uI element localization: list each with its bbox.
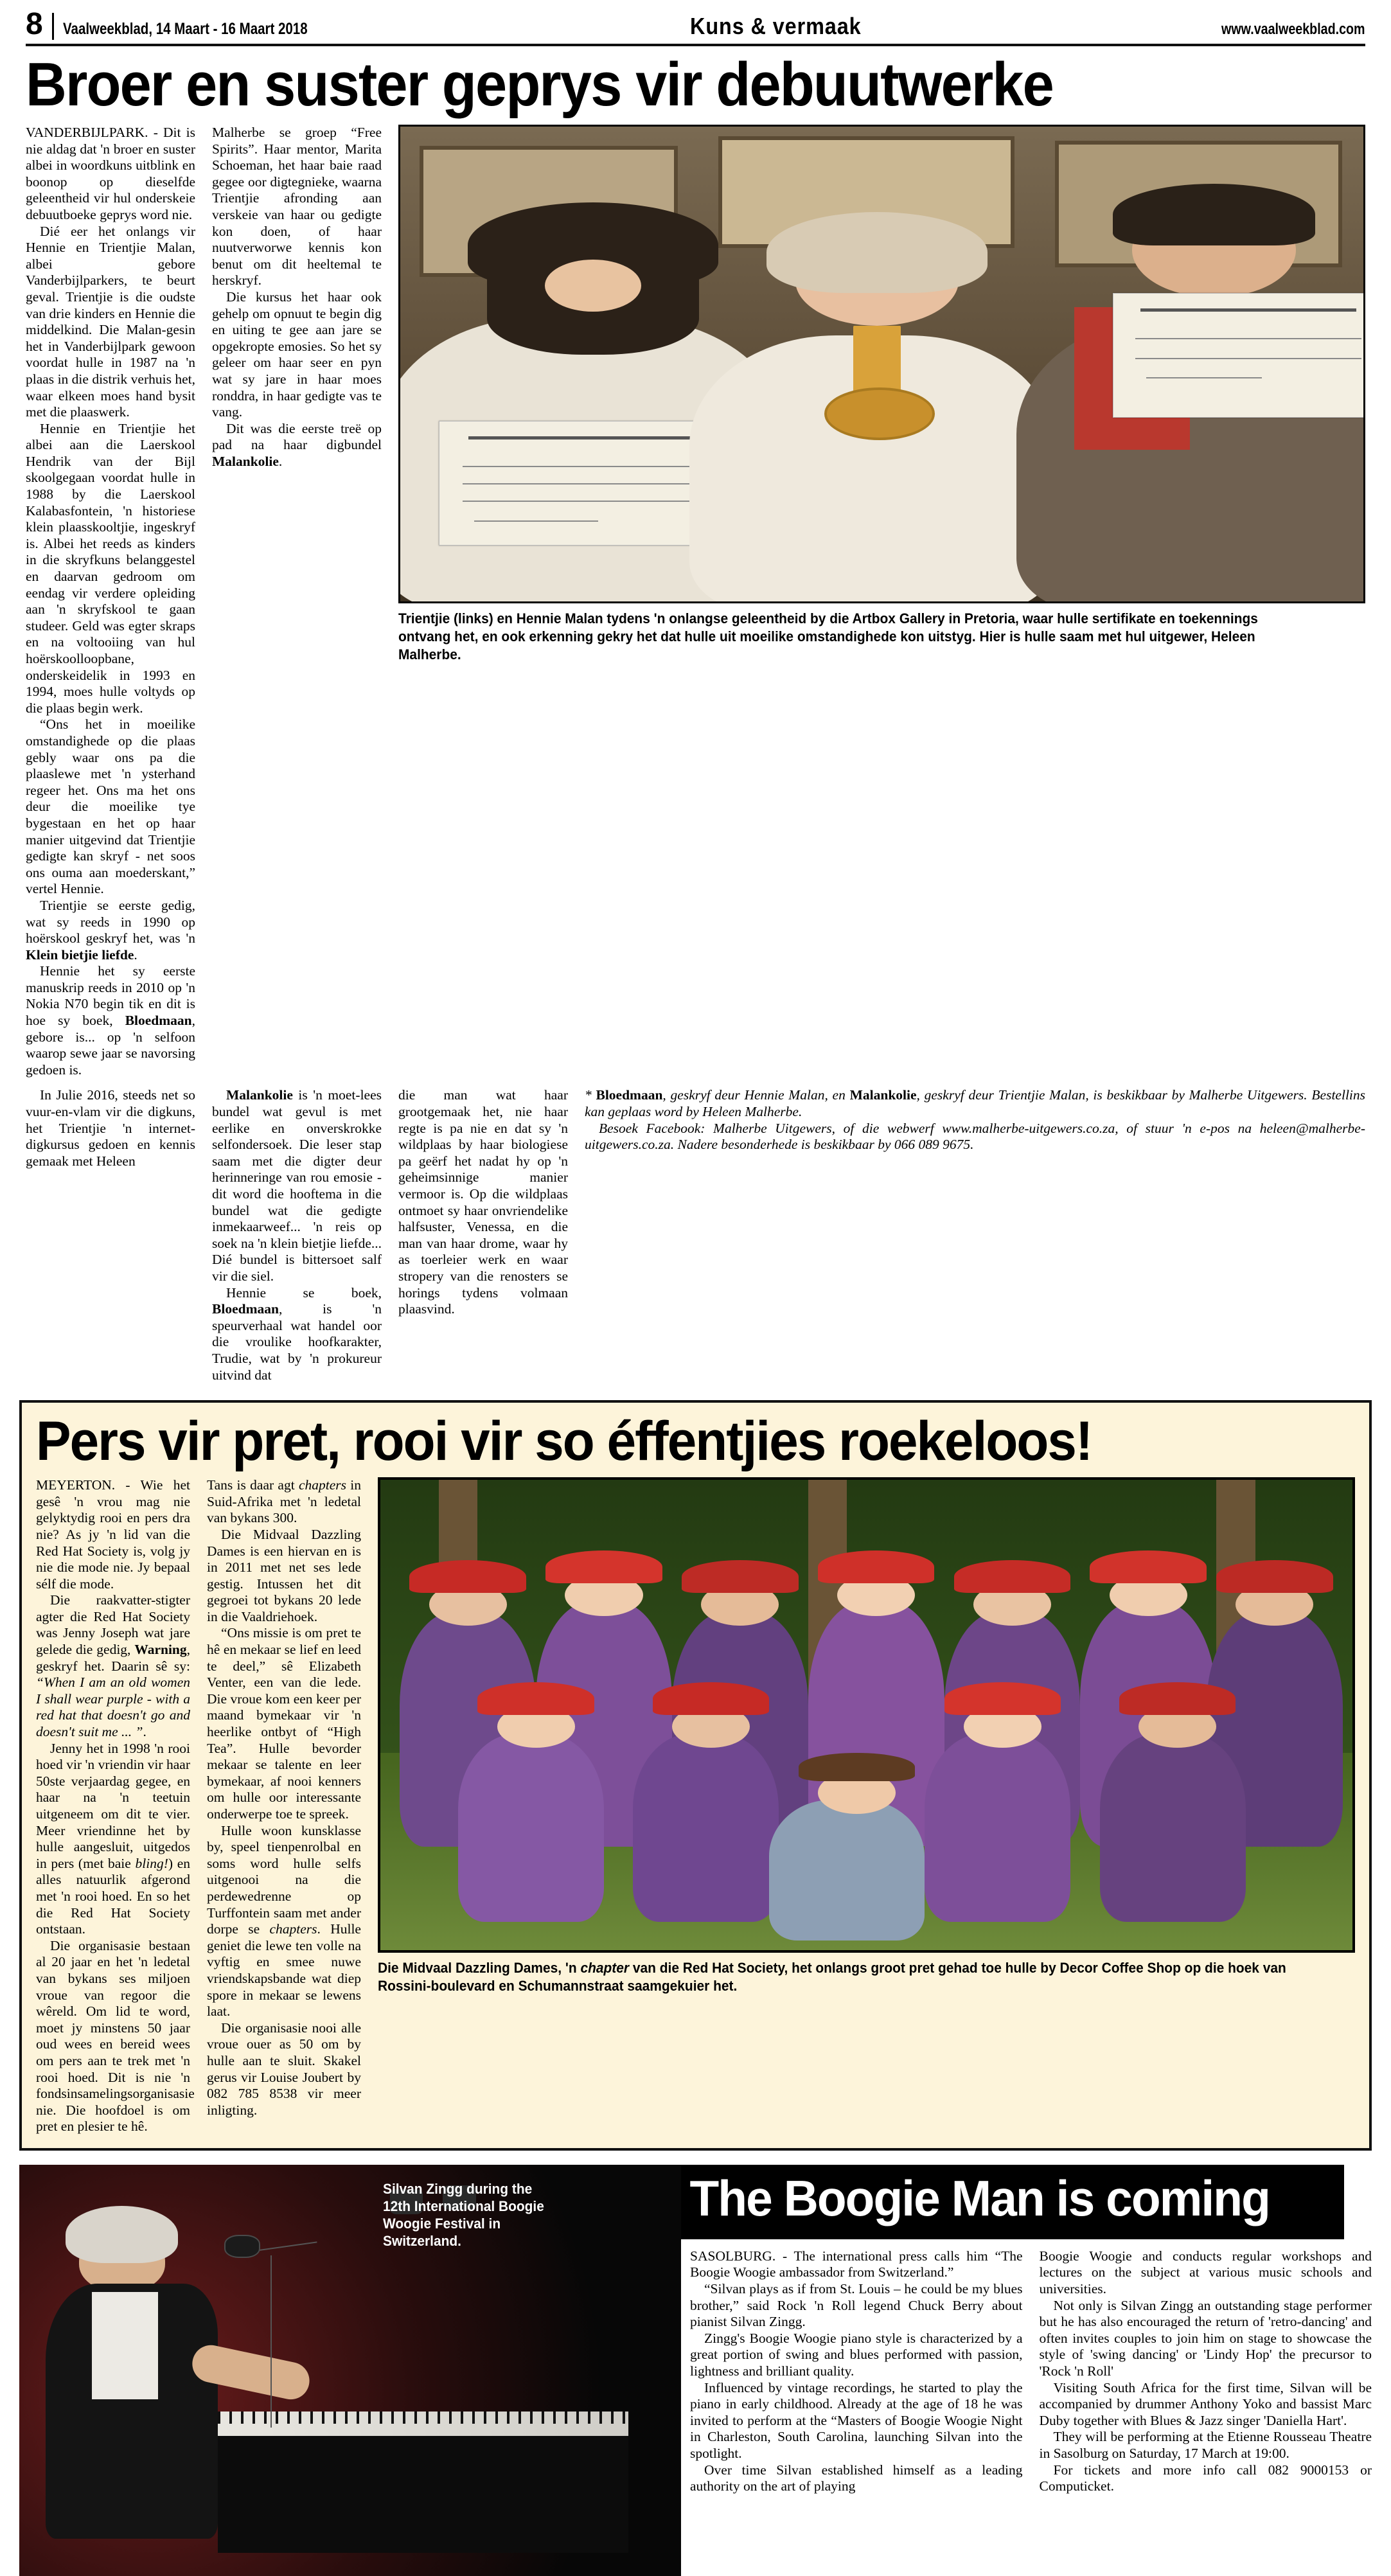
article1-column-1: VANDERBIJLPARK. - Dit is nie aldag dat 'n broer en suster albei in woordkuns uitblink en boonop op dieselfde geleentheid vir hul onderskeie debuutboeke geprys word nie. Dié eer het onlangs vir Hennie en Trientjie Malan, albei gebore Vanderbijlparkers, te beurt geval. Trientjie is die oudste van drie kinders en Hennie die middelkind. Die Malan-gesin het in Vanderbijlpark gewoon voordat hulle in 1987 na 'n plaas in die distrik verhuis het, waar elkeen moes hand bysit met die plaaswerk. Hennie en Trientjie het albei aan die Laerskool Hendrik van der Bijl skoolgegaan voordat hulle in 1988 by die Laerskool Kalabasfontein, 'n historiese klein plaasskooltjie, ingeskryf is. Albei het reeds as kinders in die skryfkuns belanggestel en daarvan gedroom om eendag vir verdere opleiding aan 'n skryfskool te gaan studeer. Geld was egter skraps en na voltooiing van hul hoërskoolloopbane, onderskeidelik in 1993 en 1994, moes hulle voltyds op die plaas begin werk. “Ons het in moeilike omstandighede op die plaas gebly waar ons pa die plaaslewe met 'n ysterhand regeer het. Ons ma het ons deur die moeilike tye bygestaan en het op haar manier uitgevind dat Trientjie gedigte kan skryf - net soos ons ouma aan moederskant,” vertel Hennie. Trientjie se eerste gedig, wat sy reeds in 1990 op hoërskool geskryf het, was 'n Klein bietjie liefde. Hennie het sy eerste manuskrip reeds in 2010 op 'n Nokia N70 begin tik en dit is hoe sy boek, Bloedmaan, gebore is... op 'n selfoon waarop sewe jaar se navorsing gedoen is. [26, 125, 195, 1078]
article3-text-block [681, 2165, 1372, 2576]
page-number: 8 [26, 7, 43, 41]
website-url[interactable]: www.vaalweekblad.com [1221, 21, 1365, 38]
article3-column-2: Boogie Woogie and conducts regular workshops and lectures on the subject at various music schools and universities. Not only is Silvan Zingg an outstanding stage performer but he has also encouraged the return of 'retro-dancing' and often invites couples to join him on stage to showcase the style of 'swing dancing' or 'Lindy Hop' the precursor to 'Rock 'n Roll' Visiting South Africa for the first time, Silvan will be accompanied by drummer Anthony Yoko and bassist Marc Duby together with Blues & Jazz singer 'Daniella Hart'. They will be performing at the Etienne Rousseau Theatre in Sasolburg on Saturday, 17 March at 19:00. For tickets and more info call 082 9000153 or Computicket. [1039, 2248, 1372, 2494]
article1-column-2-cont: Malankolie is 'n moet-lees bundel wat gevul is met eerlike en onverskrokke selfondersoek. Die leser stap saam met die digter deur herinneringe van rou emosie - dit word die hooftema in die bundel wat die gedigte inmekaarweef... 'n reis op soek na 'n klein bietjie liefde... Dié bundel is bittersoet salf vir die siel. Hennie se boek, Bloedmaan, is 'n speurverhaal wat handel oor die vroulike hoofkarakter, Trudie, wat by 'n prokureur uitvind dat [212, 1087, 382, 1383]
masthead [0, 0, 1391, 40]
article3-headline: The Boogie Man is coming [681, 2165, 1344, 2239]
publication-line: Vaalweekblad, 14 Maart - 16 Maart 2018 [62, 20, 308, 38]
article1-column-3: die man wat haar grootgemaak het, nie haar regte is pa nie en dat sy 'n wildplaas by haar biologiese pa geërf het nadat hy op 'n geheimsinnige manier vermoor is. Op die wildplaas ontmoet sy haar onvriendelike halfsuster, Venessa, en die man van haar drome, waar hy as toerleier werk en waar stropery van die renosters se horings tydens volmaan plaasvind. [398, 1087, 568, 1317]
article1-photo-block [398, 125, 1365, 1078]
article3-grid [681, 2239, 1372, 2495]
article3-photo-caption: Silvan Zingg during the 12th International Boogie Woogie Festival in Switzerland. [383, 2180, 544, 2249]
masthead-bar [52, 13, 1365, 40]
article1-column-4-italic: * Bloedmaan, geskryf deur Hennie Malan, en Malankolie, geskryf deur Trientjie Malan, is beskikbaar by Malherbe Uitgewers. Bestellins kan geplaas word by Heleen Malherbe. Besoek Facebook: Malherbe Uitgewers, of die webwerf www.malherbe-uitgewers.co.za, of stuur 'n e-pos na heleen@malherbe-uitgewers.co.za. Nadere besonderhede is beskikbaar by 066 089 9675. [585, 1087, 1366, 1153]
article3-photo [19, 2165, 681, 2576]
article2-headline: Pers vir pret, rooi vir so éffentjies roekeloos! [36, 1410, 1092, 1473]
article1-column-1-cont: In Julie 2016, steeds net so vuur-en-vlam vir die digkuns, het Trientjie 'n internet-digkursus gedoen en kennis gemaak met Heleen [26, 1087, 195, 1169]
article1-photo [398, 125, 1365, 603]
article2-photo-caption: Die Midvaal Dazzling Dames, 'n chapter van die Red Hat Society, het onlangs groot pret gehad toe hulle by Decor Coffee Shop op die hoek van Rossini-boulevard en Schumannstraat saamgekuier het. [378, 1960, 1286, 1994]
article2-photo-block [378, 1477, 1355, 2135]
article1-top [26, 125, 1365, 1078]
section-title: Kuns & vermaak [689, 13, 862, 39]
masthead-divider [26, 44, 1365, 46]
article2-grid [36, 1477, 1355, 2135]
article1-photo-caption: Trientjie (links) en Hennie Malan tydens 'n onlangse geleentheid by die Artbox Gallery in Pretoria, waar hulle sertifikate en toekennings ontvang het, en ook erkenning gekry het dat hulle uit moeilike omstandighede kon uitstyg. Hier is hulle saam met hul uitgewer, Heleen Malherbe. [398, 610, 1258, 662]
article3-panel [19, 2165, 1372, 2576]
article1-column-2: Malherbe se groep “Free Spirits”. Haar mentor, Marita Schoeman, het haar baie raad gegee oor digtegnieke, waarna Trientjie afronding aan verskeie van haar ou gedigte kon doen, of haar nuutverworwe kennis kon benut om dit heeltemal te herskryf. Die kursus het haar ook gehelp om opnuut te begin dig en uiting te gee aan jare se opgekropte emosies. So het sy geleer om haar seer en pyn wat sy jare in haar moes ronddra, in haar gedigte vas te vang. Dit was die eerste treë op pad na haar digbundel Malankolie. [212, 125, 382, 469]
article2-photo [378, 1477, 1355, 1953]
article3-column-1: SASOLBURG. - The international press calls him “The Boogie Woogie ambassador from Switzerland.” “Silvan plays as if from St. Louis – he could be my blues brother,” said Rock 'n Roll legend Chuck Berry about pianist Silvan Zingg. Zingg's Boogie Woogie piano style is characterized by a great portion of swing and blues performed with passion, lightness and brilliant quality. Influenced by vintage recordings, he started to play the piano in early childhood. Already at the age of 18 he was invited to perform at the “Masters of Boogie Woogie Night in Charleston, South Carolina, launching Silvan into the spotlight. Over time Silvan established himself as a leading authority on the art of playing [690, 2248, 1023, 2494]
article2-panel [19, 1400, 1372, 2151]
article1-bottom [26, 1087, 1365, 1383]
article2-column-1: MEYERTON. - Wie het gesê 'n vrou mag nie gelyktydig rooi en pers dra nie? As jy 'n lid van die Red Hat Society is, volg jy nie die mode nie. Jy bepaal sélf die mode. Die raakvatter-stigter agter die Red Hat Society was Jenny Joseph wat jare gelede die gedig, Warning, geskryf het. Daarin sê sy: “When I am an old women I shall wear purple - with a red hat that doesn't go and doesn't suit me ... ”. Jenny het in 1998 'n rooi hoed vir 'n vriendin vir haar 50ste verjaardag gegee, en haar na 'n teetuin uitgeneem om dit te vier. Meer vriendinne het by hulle aangesluit, uitgedos in pers (met baie bling!) en alles natuurlik afgerond met 'n rooi hoed. En so het die Red Hat Society ontstaan. Die organisasie bestaan al 20 jaar en het 'n ledetal van bykans ses miljoen vroue van regoor die wêreld. Om lid te word, moet jy minstens 50 jaar oud wees en bereid wees om pers aan te trek met 'n rooi hoed. Dit is nie 'n fondsinsamelingsorganisasie nie. Die hoofdoel is om pret en plesier te hê. [36, 1477, 195, 2135]
article2-column-2: Tans is daar agt chapters in Suid-Afrika met 'n ledetal van bykans 300. Die Midvaal Dazzling Dames is een hiervan en is in 2011 met net ses lede gestig. Intussen het dit gegroei tot bykans 20 lede in die Vaaldriehoek. “Ons missie is om pret te hê en mekaar se lief en leed te deel,” sê Elizabeth Venter, een van die lede. Die vroue kom een keer per maand bymekaar vir 'n heerlike ontbyt of “High Tea”. Hulle bevorder mekaar se talente en leer bymekaar, af nooi kenners om hulle oor interessante onderwerpe toe te spreek. Hulle woon kunsklasse by, speel tienpenrolbal en soms word hulle selfs uitgenooi na die perdewedrenne op Turffontein saam met ander dorpe se chapters. Hulle geniet die lewe ten volle na vyftig en smee nuwe vriendskapsbande wat diep spore in mekaar se lewens laat. Die organisasie nooi alle vroue ouer as 50 om by hulle aan te sluit. Skakel gerus vir Louise Joubert by 082 785 8538 vir meer inligting. [207, 1477, 361, 2118]
article1-headline: Broer en suster geprys vir debuutwerke [26, 50, 1053, 119]
